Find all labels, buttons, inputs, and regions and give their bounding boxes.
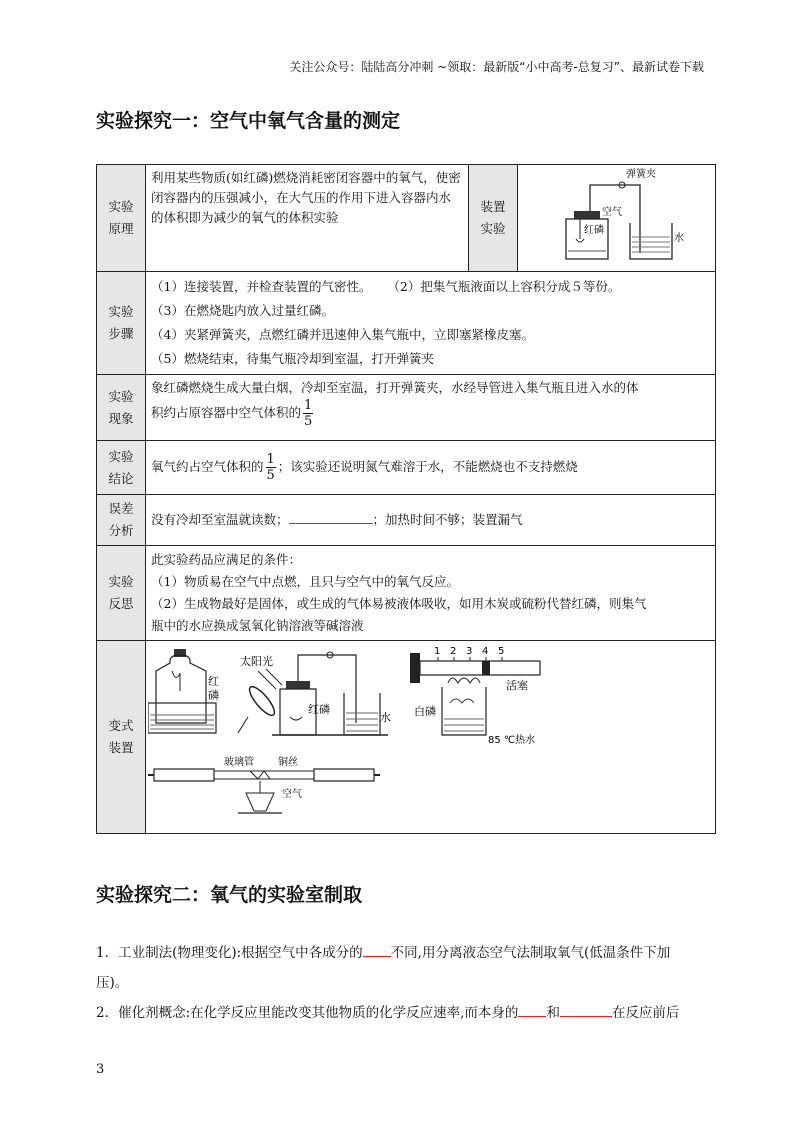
label-text: 结论 — [108, 470, 134, 486]
paragraph-text: 和 — [546, 1005, 560, 1021]
label-text: 误差 — [108, 501, 134, 516]
fig-label: 红磷 — [308, 703, 330, 716]
label-text: 现象 — [108, 410, 134, 426]
apparatus-figure — [522, 167, 692, 263]
reflection-cell — [146, 546, 716, 641]
section-title-2: 实验探究二：氧气的实验室制取 — [96, 884, 363, 906]
fraction — [266, 452, 276, 483]
label-text: 装置 — [480, 199, 506, 214]
error-text: ；加热时间不够；装置漏气 — [372, 512, 523, 527]
row-steps — [97, 272, 716, 375]
phenomenon-cell — [146, 375, 716, 441]
variant-a — [148, 649, 219, 733]
label-text: 分析 — [108, 523, 134, 538]
row-phenomenon — [97, 375, 716, 441]
phenomenon-line-1: 象红磷燃烧生成大量白烟，冷却至室温，打开弹簧夹，水经导管进入集气瓶且进入水的体 — [151, 380, 639, 395]
reflection-line: （1）物质易在空气中点燃，且只与空气中的氧气反应。 — [151, 574, 459, 589]
error-cell — [146, 495, 716, 546]
fraction-numerator: 1 — [304, 398, 313, 413]
step-1: （1）连接装置，并检查装置的气密性。 — [151, 279, 372, 294]
fig-label: 红 — [208, 675, 219, 688]
label-principle — [97, 165, 146, 272]
beaker — [630, 223, 672, 259]
fig-label: 弹簧夹 — [626, 169, 656, 180]
paragraph-text: 2．催化剂概念:在化学反应里能改变其他物质的化学反应速率,而本身的 — [96, 1005, 519, 1021]
tick-label: 2 — [450, 646, 457, 657]
fraction — [303, 398, 313, 429]
principle-text: 利用某些物质(如红磷)燃烧消耗密闭容器中的氧气，使密闭容器内的压强减小，在大气压的作用下进入容器内水的体积即为减少的氧气的体积实验 — [146, 165, 469, 272]
variant-c — [410, 646, 540, 746]
step-5: （5）燃烧结束，待集气瓶冷却到室温，打开弹簧夹 — [151, 351, 434, 366]
fig-label: 玻璃管 — [224, 757, 254, 768]
conclusion-cell — [146, 441, 716, 495]
variant-b — [238, 652, 391, 735]
fraction-denominator: 5 — [266, 468, 275, 483]
fraction-denominator: 5 — [304, 414, 313, 429]
step-2: （2）把集气瓶液面以上容积分成５等份。 — [387, 279, 621, 294]
label-text: 反思 — [108, 596, 134, 611]
label-reflection — [97, 546, 146, 641]
stopper — [574, 211, 600, 219]
fig-label: 磷 — [208, 689, 219, 702]
spoon — [576, 239, 584, 242]
step-3: （3）在燃烧匙内放入过量红磷。 — [151, 303, 334, 318]
section-title-1: 实验探究一：空气中氧气含量的测定 — [96, 110, 401, 132]
label-text: 实验 — [108, 304, 134, 319]
steps-cell — [146, 272, 716, 375]
step-4: （4）夹紧弹簧夹，点燃红磷并迅速伸入集气瓶中，立即塞紧橡皮塞。 — [151, 327, 534, 342]
variant-d — [148, 755, 380, 813]
fig-label: 红磷 — [584, 225, 604, 236]
label-device — [469, 165, 518, 272]
fig-label: 铜丝 — [278, 757, 298, 768]
fig-label: 白磷 — [414, 705, 436, 718]
reflection-line: 此实验药品应满足的条件： — [151, 552, 302, 567]
step-line — [151, 275, 710, 299]
fig-label: 水 — [674, 233, 684, 244]
answer-blank[interactable] — [363, 943, 391, 958]
variant-apparatus-figure — [148, 643, 708, 825]
label-steps — [97, 272, 146, 375]
fig-label: 85 ℃热水 — [488, 735, 536, 746]
fig-label: 太阳光 — [240, 655, 273, 668]
tick-label: 1 — [434, 646, 441, 657]
fig-label: 空气 — [282, 789, 302, 800]
label-text: 装置 — [108, 740, 134, 755]
row-reflection — [97, 546, 716, 641]
paragraph-text: 压)。 — [96, 975, 129, 991]
label-text: 原理 — [108, 221, 134, 236]
device-figure-cell — [518, 165, 716, 272]
page-number: 3 — [96, 1062, 105, 1077]
label-conclusion — [97, 441, 146, 495]
label-text: 实验 — [108, 388, 134, 404]
answer-blank[interactable] — [560, 1003, 612, 1018]
page-header: 关注公众号：陆陆高分冲刺 ~领取：最新版“小中高考-总复习”、最新试卷下载 — [289, 60, 704, 74]
paragraph-2 — [96, 998, 716, 1028]
water-lines — [632, 237, 670, 252]
tick-label: 5 — [498, 646, 505, 657]
phenomenon-text: 积约占原容器中空气体积的 — [151, 405, 302, 420]
label-variants — [97, 641, 146, 834]
label-text: 实验 — [108, 448, 134, 464]
reflection-line: （2）生成物最好是固体，或生成的气体易被液体吸收，如用木炭或硫粉代替红磷，则集气 — [151, 596, 647, 611]
tick-label: 4 — [482, 646, 489, 657]
paragraph-text: 在反应前后 — [611, 1005, 680, 1021]
row-error — [97, 495, 716, 546]
label-text: 实验 — [108, 199, 134, 214]
label-text: 步骤 — [108, 326, 134, 341]
label-text: 实验 — [108, 574, 134, 589]
conclusion-text: ；该实验还说明氮气难溶于水，不能燃烧也不支持燃烧 — [277, 459, 578, 474]
fig-label: 活塞 — [506, 679, 528, 692]
conclusion-text: 氧气约占空气体积的 — [151, 459, 264, 474]
label-phenomenon — [97, 375, 146, 441]
tick-label: 3 — [466, 646, 473, 657]
label-error — [97, 495, 146, 546]
row-variants — [97, 641, 716, 834]
paragraph-text: 1．工业制法(物理变化):根据空气中各成分的 — [96, 945, 363, 961]
phenomenon-line-2 — [151, 398, 710, 429]
answer-blank[interactable] — [518, 1003, 546, 1018]
reflection-line: 瓶中的水应换成氢氧化钠溶液等碱溶液 — [151, 618, 364, 633]
row-principle — [97, 165, 716, 272]
variants-figure-cell — [146, 641, 716, 834]
error-text: 没有冷却至室温就读数； — [151, 512, 289, 527]
fig-label: 空气 — [602, 207, 622, 218]
row-conclusion — [97, 441, 716, 495]
paragraph-text: 不同,用分离液态空气法制取氧气(低温条件下加 — [390, 945, 671, 961]
answer-blank[interactable] — [289, 511, 373, 525]
label-text: 变式 — [108, 718, 134, 733]
paragraph-1 — [96, 938, 716, 998]
experiment-table — [96, 164, 716, 834]
fig-label: 水 — [380, 711, 391, 724]
label-text: 实验 — [480, 221, 506, 236]
fraction-numerator: 1 — [266, 452, 275, 467]
